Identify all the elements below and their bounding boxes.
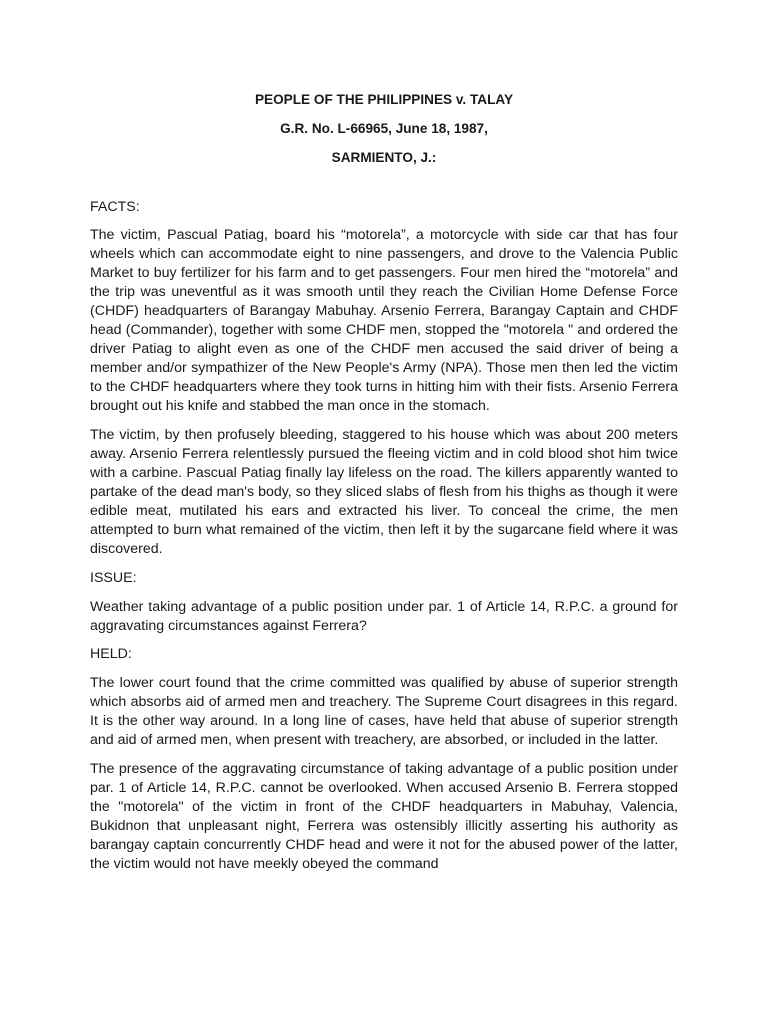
- case-ponente: SARMIENTO, J.:: [331, 150, 437, 165]
- case-header: [90, 91, 678, 167]
- facts-paragraph-1: The victim, Pascual Patiag, board his “motorela”, a motorcycle with side car that has four wheels which can accommodate eight to nine passengers, and drove to the Valencia Public Market to buy fertilizer for his farm and to get passengers. Four men hired the “motorela” and the trip was uneventful as it was smooth until they reach the Civilian Home Defense Force (CHDF) headquarters of Barangay Mabuhay. Arsenio Ferrera, Barangay Captain and CHDF head (Commander), together with some CHDF men, stopped the "motorela " and ordered the driver Patiag to alight even as one of the CHDF men accused the said driver of being a member and/or sympathizer of the New People's Army (NPA). Those men then led the victim to the CHDF headquarters where they took turns in hitting him with their fists. Arsenio Ferrera brought out his knife and stabbed the man once in the stomach.: [90, 227, 678, 414]
- held-paragraph-2: The presence of the aggravating circumstance of taking advantage of a public position under par. 1 of Article 14, R.P.C. cannot be overlooked. When accused Arsenio B. Ferrera stopped the "motorela" of the victim in front of the CHDF headquarters in Mabuhay, Valencia, Bukidnon that unpleasant night, Ferrera was ostensibly illicitly asserting his authority as barangay captain concurrently CHDF head and were it not for the abused power of the latter, the victim would not have meekly obeyed the command: [90, 761, 678, 872]
- issue-paragraph: Weather taking advantage of a public position under par. 1 of Article 14, R.P.C. a ground for aggravating circumstances against Ferrera?: [90, 599, 678, 634]
- case-citation: G.R. No. L-66965, June 18, 1987,: [280, 121, 488, 136]
- issue-heading: ISSUE:: [90, 570, 137, 586]
- facts-paragraph-2: The victim, by then profusely bleeding, staggered to his house which was about 200 meters away. Arsenio Ferrera relentlessly pursued the fleeing victim and in cold blood shot him twice with a carbine. Pascual Patiag finally lay lifeless on the road. The killers apparently wanted to partake of the dead man's body, so they sliced slabs of flesh from his thighs as though it were edible meat, mutilated his ears and extracted his liver. To conceal the crime, the men attempted to burn what remained of the victim, then left it by the sugarcane field where it was discovered.: [90, 427, 678, 557]
- case-title: PEOPLE OF THE PHILIPPINES v. TALAY: [254, 92, 514, 107]
- facts-heading: FACTS:: [90, 199, 140, 215]
- held-heading: HELD:: [90, 646, 132, 662]
- held-paragraph-1: The lower court found that the crime committed was qualified by abuse of superior strength which absorbs aid of armed men and treachery. The Supreme Court disagrees in this regard. It is the other way around. In a long line of cases, have held that abuse of superior strength and aid of armed men, when present with treachery, are absorbed, or included in the latter.: [90, 675, 678, 748]
